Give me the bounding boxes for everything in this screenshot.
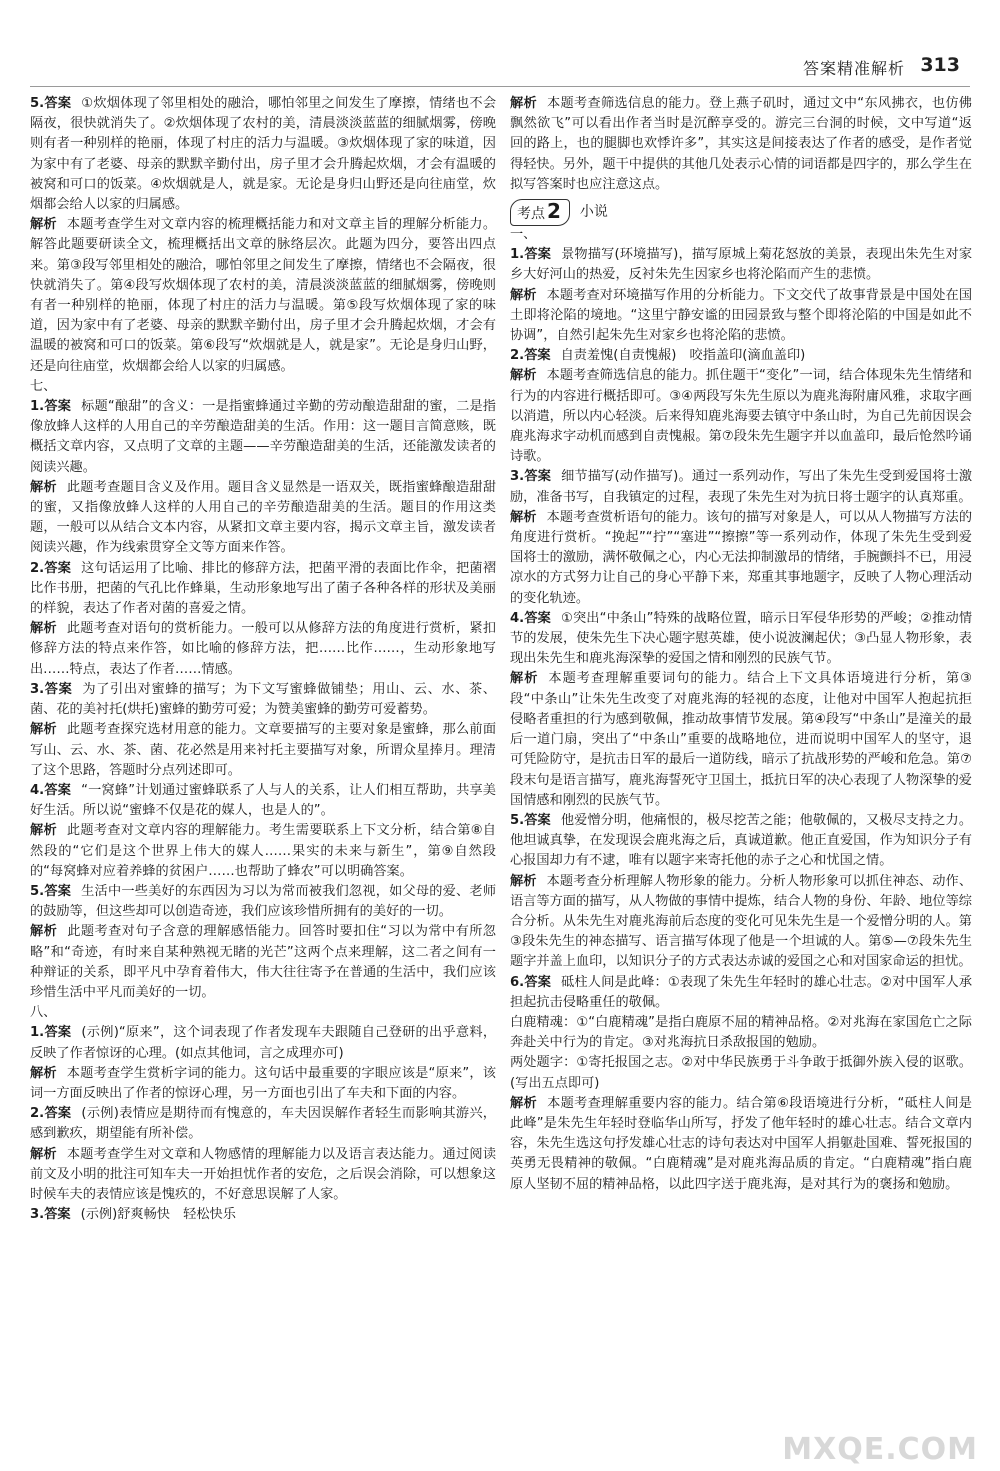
analysis-entry bbox=[510, 286, 972, 347]
answer-label: 答案 bbox=[524, 348, 551, 364]
analysis-entry bbox=[510, 94, 972, 195]
answer-text: 白鹿精魂：①“白鹿精魂”是指白鹿原不屈的精神品格。②对兆海在家国危亡之际奔赴关中行为的肯定。③对兆海抗日杀敌报国的勉励。 bbox=[510, 1014, 972, 1051]
answer-text: (示例)表情应是期待而有愧意的，车夫因误解作者轻生而影响其游兴，感到歉疚，期望能有所补偿。 bbox=[30, 1106, 496, 1142]
answer-label: 答案 bbox=[524, 610, 551, 626]
question-number: 3. bbox=[510, 469, 525, 485]
answer-label: 答案 bbox=[524, 469, 552, 485]
answer-continuation bbox=[510, 1053, 972, 1093]
part-heading: 一、 bbox=[510, 227, 537, 243]
analysis-text: 本题考查分析理解人物形象的能力。分析人物形象可以抓住神态、动作、语言等方面的描写，从人物做的事情中提炼，结合人物的身份、年龄、地位等综合分析。从朱先生对鹿兆海前后态度的变化可见朱先生是一个爱憎分明的人。第③段朱先生的神态描写、语言描写体现了他是一个坦诚的人。第⑤—⑦段朱先生题字并盖上血印，以知识分子的方式表达赤诚的爱国之心和对国家命运的担忧。 bbox=[510, 873, 972, 970]
analysis-text: 此题考查题目含义及作用。题目含义显然是一语双关，既指蜜蜂酿造甜甜的蜜，又指像放蜂人这样的人用自己的辛劳酿造甜美的生活。题目的作用这类题，一般可以从结合文本内容，从紧扣文章主要内容，揭示文章主旨，激发读者阅读兴趣，作为线索贯穿全文等方面来作答。 bbox=[30, 479, 496, 556]
analysis-entry bbox=[510, 669, 972, 810]
answer-label: 答案 bbox=[44, 782, 72, 798]
section-heading bbox=[510, 199, 608, 225]
answer-entry bbox=[30, 1023, 496, 1063]
answer-entry bbox=[510, 811, 972, 872]
left-column bbox=[30, 94, 496, 1444]
answer-label: 答案 bbox=[524, 247, 552, 263]
answer-entry bbox=[30, 781, 496, 821]
answer-entry bbox=[30, 882, 496, 922]
right-column bbox=[510, 94, 972, 1444]
answer-text: 他爱憎分明，他痛恨的，极尽挖苦之能；他敬佩的，又极尽支持之力。他坦诚真挚，在发现误会鹿兆海之后，真诚道歉。他正直爱国，作为知识分子有心报国却力有不逮，唯有以题字来寄托他的赤子之心和忧国之情。 bbox=[510, 812, 972, 869]
answer-continuation bbox=[510, 1013, 972, 1053]
question-number: 3. bbox=[30, 681, 45, 697]
header-rule bbox=[30, 86, 970, 87]
analysis-entry bbox=[30, 1145, 496, 1206]
analysis-entry bbox=[510, 1094, 972, 1195]
question-number: 1. bbox=[30, 1025, 45, 1041]
answer-text: 为了引出对蜜蜂的描写；为下文写蜜蜂做铺垫；用山、云、水、茶、菌、花的美衬托(烘托)蜜蜂的勤劳可爱；为赞美蜜蜂的勤劳可爱蓄势。 bbox=[30, 681, 496, 718]
question-number: 1. bbox=[30, 399, 45, 415]
answer-label: 答案 bbox=[44, 1207, 71, 1223]
analysis-label: 解析 bbox=[30, 924, 58, 940]
analysis-label: 解析 bbox=[30, 621, 57, 637]
analysis-text: 本题考查对环境描写作用的分析能力。下文交代了故事背景是中国处在国土即将沦陷的境地。“这里宁静安谧的田园景致与整个即将沦陷的中国是如此不协调”，自然引起朱先生对家乡也将沦陷的悲愤。 bbox=[510, 287, 972, 344]
analysis-text: 本题考查理解重要词句的能力。结合上下文具体语境进行分析，第③段“中条山”让朱先生改变了对鹿兆海的轻视的态度，让他对中国军人抱起抗拒侵略者重担的行为感到敬佩，推动故事情节发展。第④段写“中条山”是潼关的最后一道门扇，突出了“中条山”重要的战略地位，进而说明中国军人的坚守，退可凭险防守，是抗击日军的最后一道防线，暗示了抗战形势的严峻和危急。第⑦段末句是语言描写，鹿兆海誓死守卫国土，抵抗日军的决心表现了人物深挚的爱国情感和刚烈的民族气节。 bbox=[510, 671, 972, 808]
question-number: 5. bbox=[30, 96, 45, 111]
analysis-entry bbox=[30, 720, 496, 781]
question-number: 3. bbox=[30, 1207, 45, 1223]
answer-text: 细节描写(动作描写)。通过一系列动作，写出了朱先生受到爱国将士激励，准备书写，自我镇定的过程，表现了朱先生对为抗日将士题字的认真郑重。 bbox=[510, 469, 972, 505]
analysis-entry bbox=[30, 619, 496, 680]
analysis-label: 解析 bbox=[30, 217, 57, 233]
answer-entry bbox=[30, 1104, 496, 1144]
answer-text: 两处题字：①寄托报国之志。②对中华民族勇于斗争敢于抵御外族入侵的讴歌。(写出五点即可) bbox=[510, 1055, 972, 1091]
question-number: 4. bbox=[510, 610, 525, 626]
analysis-entry bbox=[30, 1064, 496, 1104]
analysis-entry bbox=[510, 508, 972, 609]
analysis-text: 本题考查筛选信息的能力。登上燕子矶时，通过文中“东风拂衣，也仿佛飘然欲飞”可以看出作者当时是沉醉享受的。游完三台洞的时候，文中写道“返回的路上，也的腿脚也欢悸许多”，其实这是间接表达了作者的感受，是作者觉得轻快。另外，题干中提供的其他几处表示心情的词语都是四字的，那么学生在拟写答案时也应注意这点。 bbox=[510, 96, 972, 192]
analysis-label: 解析 bbox=[510, 509, 537, 525]
answer-label: 答案 bbox=[44, 883, 72, 899]
answer-text: “一窝蜂”计划通过蜜蜂联系了人与人的关系，让人们相互帮助，共享美好生活。所以说“蜜蜂不仅是花的媒人，也是人的”。 bbox=[30, 782, 496, 819]
analysis-label: 解析 bbox=[510, 96, 537, 111]
answer-entry bbox=[30, 680, 496, 720]
answer-text: ①炊烟体现了邻里相处的融洽，哪怕邻里之间发生了摩擦，情绪也不会隔夜，很快就消失了。②炊烟体现了农村的美，清晨淡淡蓝蓝的细腻烟雾，傍晚则有者一种别样的艳丽，体现了村庄的活力与温暖。③炊烟体现了家的味道，因为家中有了老婆、母亲的默默辛勤付出，房子里才会升腾起炊烟，才会有温暖的被窝和可口的饭菜。④炊烟就是人，就是家。无论是身归山野还是向往庙堂，炊烟都会给人以家的归属感。 bbox=[30, 96, 496, 213]
question-number: 5. bbox=[30, 883, 45, 899]
answer-entry bbox=[510, 346, 972, 366]
part-heading: 八、 bbox=[30, 1005, 57, 1021]
answer-entry bbox=[30, 559, 496, 620]
answer-text: (示例)舒爽畅快 轻松快乐 bbox=[80, 1207, 236, 1223]
answer-label: 答案 bbox=[524, 974, 552, 990]
answer-text: ①突出“中条山”特殊的战略位置，暗示日军侵华形势的严峻；②推动情节的发展，使朱先生下决心题字慰英雄，使小说波澜起伏；③凸显人物形象，表现出朱先生和鹿兆海深挚的爱国之情和刚烈的民族气节。 bbox=[510, 610, 972, 667]
analysis-label: 解析 bbox=[30, 479, 57, 495]
analysis-entry bbox=[30, 821, 496, 882]
question-number: 4. bbox=[30, 782, 45, 798]
analysis-label: 解析 bbox=[30, 1065, 57, 1081]
answer-entry bbox=[510, 609, 972, 670]
analysis-entry bbox=[30, 215, 496, 377]
answer-entry bbox=[30, 1205, 496, 1225]
question-number: 1. bbox=[510, 247, 525, 263]
section-title: 小说 bbox=[579, 203, 608, 220]
answer-label: 答案 bbox=[44, 96, 72, 111]
question-number: 6. bbox=[510, 974, 525, 990]
answer-entry bbox=[30, 397, 496, 478]
analysis-text: 本题考查学生对文章内容的梳理概括能力和对文章主旨的理解分析能力。解答此题要研读全文，梳理概括出文章的脉络层次。此题为四分，要答出四点来。第③段写邻里相处的融洽，哪怕邻里之间发生了摩擦，情绪也不会隔夜，很快就消失了。第④段写炊烟体现了农村的美，清晨淡淡蓝蓝的细腻烟雾，傍晚则有者一种别样的艳丽，体现了村庄的活力与温暖。第⑤段写炊烟体现了家的味道，因为家中有了老婆、母亲的默默辛勤付出，房子里才会升腾起炊烟，才会有温暖的被窝和可口的饭菜。第⑥段写“炊烟就是人，就是家”。无论是身归山野，还是向往庙堂，炊烟都会给人以家的归属感。 bbox=[30, 217, 496, 374]
answer-label: 答案 bbox=[44, 1025, 72, 1041]
analysis-text: 此题考查对文章内容的理解能力。考生需要联系上下文分析，结合第⑧自然段的“它们是这个世界上伟大的媒人……果实的未来与新生”，第⑨自然段的“每窝蜂对应着养蜂的贫困户……也帮助了蜂农”可以明确答案。 bbox=[30, 823, 496, 879]
answer-text: 景物描写(环境描写)，描写原城上菊花怒放的美景，表现出朱先生对家乡大好河山的热爱，反衬朱先生因家乡也将沦陷而产生的悲愤。 bbox=[510, 247, 972, 283]
analysis-label: 解析 bbox=[510, 671, 539, 687]
question-number: 2. bbox=[510, 348, 525, 364]
question-number: 5. bbox=[510, 812, 525, 828]
analysis-label: 解析 bbox=[510, 287, 537, 303]
analysis-label: 解析 bbox=[30, 823, 57, 839]
section-badge bbox=[510, 199, 570, 226]
analysis-text: 本题考查学生对文章和人物感情的理解能力以及语言表达能力。通过阅读前文及小明的批注可知车夫一开始担忧作者的安危，之后误会消除，可以想象这时候车夫的表情应该是愧疚的，不好意思误解了人家。 bbox=[30, 1146, 496, 1202]
analysis-label: 解析 bbox=[30, 1146, 57, 1162]
answer-text: 砥柱人间是此峰：①表现了朱先生年轻时的雄心壮志。②对中国军人承担起抗击侵略重任的敬佩。 bbox=[510, 974, 972, 1010]
answer-entry bbox=[510, 973, 972, 1013]
part-heading: 七、 bbox=[30, 378, 57, 394]
analysis-text: 本题考查赏析语句的能力。该句的描写对象是人，可以从人物描写方法的角度进行赏析。“挽起”“拧”“塞进”“擦擦”等一系列动作，体现了朱先生受到爱国将士的激励，满怀敬佩之心，内心无法抑制激昂的情绪，手腕颤抖不已，用浸凉水的方式努力让自己的身心平静下来，郑重其事地题字，反映了人物心理活动的变化轨迹。 bbox=[510, 509, 972, 606]
answer-text: 自责羞愧(自责愧赧) 咬指盖印(滴血盖印) bbox=[560, 348, 806, 364]
analysis-label: 解析 bbox=[30, 722, 57, 738]
watermark-logo: MXQE.COM bbox=[782, 1432, 978, 1467]
answer-label: 答案 bbox=[44, 681, 73, 697]
answer-text: (示例)“原来”，这个词表现了作者发现车夫跟随自己登研的出乎意料，反映了作者惊讶的心理。(如点其他词，言之成理亦可) bbox=[30, 1025, 496, 1061]
answer-entry bbox=[510, 245, 972, 285]
analysis-label: 解析 bbox=[510, 368, 537, 384]
analysis-text: 此题考查对语句的赏析能力。一般可以从修辞方法的角度进行赏析，紧扣修辞方法的特点来作答，如比喻的修辞方法，把……比作……，生动形象地写出……特点，表达了作者……情感。 bbox=[30, 621, 496, 677]
question-number: 2. bbox=[30, 1106, 45, 1122]
answer-text: 标题“酿甜”的含义：一是指蜜蜂通过辛勤的劳动酿造甜甜的蜜，二是指像放蜂人这样的人用自己的辛劳酿造甜美的生活。作用：这一题目言简意赅，既概括文章内容，又点明了文章的主题——辛劳酿造甜美的生活，还能激发读者的阅读兴趣。 bbox=[30, 399, 496, 475]
answer-entry bbox=[510, 467, 972, 507]
analysis-label: 解析 bbox=[510, 873, 537, 889]
answer-entry bbox=[30, 94, 496, 215]
analysis-text: 本题考查理解重要内容的能力。结合第⑥段语境进行分析，“砥柱人间是此峰”是朱先生年轻时登临华山所写，抒发了他年轻时的雄心壮志。结合文章内容，朱先生选这句抒发雄心壮志的诗句表达对中国军人捐躯赴国难、誓死报国的英勇无畏精神的敬佩。“白鹿精魂”是对鹿兆海品质的肯定。“白鹿精魂”指白鹿原人坚韧不屈的精神品格，以此四字送于鹿兆海，是对其行为的褒扬和勉励。 bbox=[510, 1095, 972, 1192]
answer-label: 答案 bbox=[524, 812, 551, 828]
analysis-entry bbox=[30, 478, 496, 559]
question-number: 2. bbox=[30, 560, 45, 576]
header-title: 答案精准解析 bbox=[802, 59, 905, 78]
section-badge-label: 考点 bbox=[517, 205, 545, 222]
analysis-text: 此题考查探究选材用意的能力。文章要描写的主要对象是蜜蜂，那么前面写山、云、水、茶、菌、花必然是用来衬托主要描写对象，所谓众星捧月。理清了这个思路，答题时分点列述即可。 bbox=[30, 722, 496, 778]
page-number: 313 bbox=[920, 54, 960, 76]
analysis-entry bbox=[510, 872, 972, 973]
analysis-entry bbox=[510, 366, 972, 467]
answer-label: 答案 bbox=[44, 399, 72, 415]
answer-label: 答案 bbox=[44, 1106, 72, 1122]
analysis-text: 本题考查学生赏析字词的能力。这句话中最重要的字眼应该是“原来”，该词一方面反映出了作者的惊讶心理，另一方面也引出了车夫和下面的内容。 bbox=[30, 1065, 496, 1101]
page-header bbox=[0, 52, 1000, 86]
answer-text: 生活中一些美好的东西因为习以为常而被我们忽视，如父母的爱、老师的鼓励等，但这些却可以创造奇迹，我们应该珍惜所拥有的美好的一切。 bbox=[30, 883, 496, 920]
answer-text: 这句话运用了比喻、排比的修辞方法，把菌平滑的表面比作伞，把菌褶比作书册，把菌的气孔比作蜂巢，生动形象地写出了菌子各种各样的形状及美丽的样貌，表达了作者对菌的喜爱之情。 bbox=[30, 560, 496, 617]
analysis-entry bbox=[30, 922, 496, 1003]
analysis-text: 本题考查筛选信息的能力。抓住题干“变化”一词，结合体现朱先生情绪和行为的内容进行概括即可。③④两段写朱先生原以为鹿兆海附庸风雅，求取字画以消遣，所以内心轻淡。后来得知鹿兆海要去镇守中条山时，为自己先前因误会鹿兆海求字动机而感到自责愧赧。第⑦段朱先生题字并以血盖印，最后怆然吟诵诗歌。 bbox=[510, 368, 972, 465]
answer-label: 答案 bbox=[44, 560, 72, 576]
analysis-label: 解析 bbox=[510, 1095, 538, 1111]
section-badge-number: 2 bbox=[547, 198, 561, 223]
analysis-text: 此题考查对句子含意的理解感悟能力。回答时要扣住“习以为常中有所忽略”和“奇迹，有时来自某种熟视无睹的光芒”这两个点来理解，这二者之间有一种辩证的关系，即平凡中孕育着伟大，伟大往往寄予在普通的生活中，我们应该珍惜生活中平凡而美好的一切。 bbox=[30, 924, 496, 1000]
